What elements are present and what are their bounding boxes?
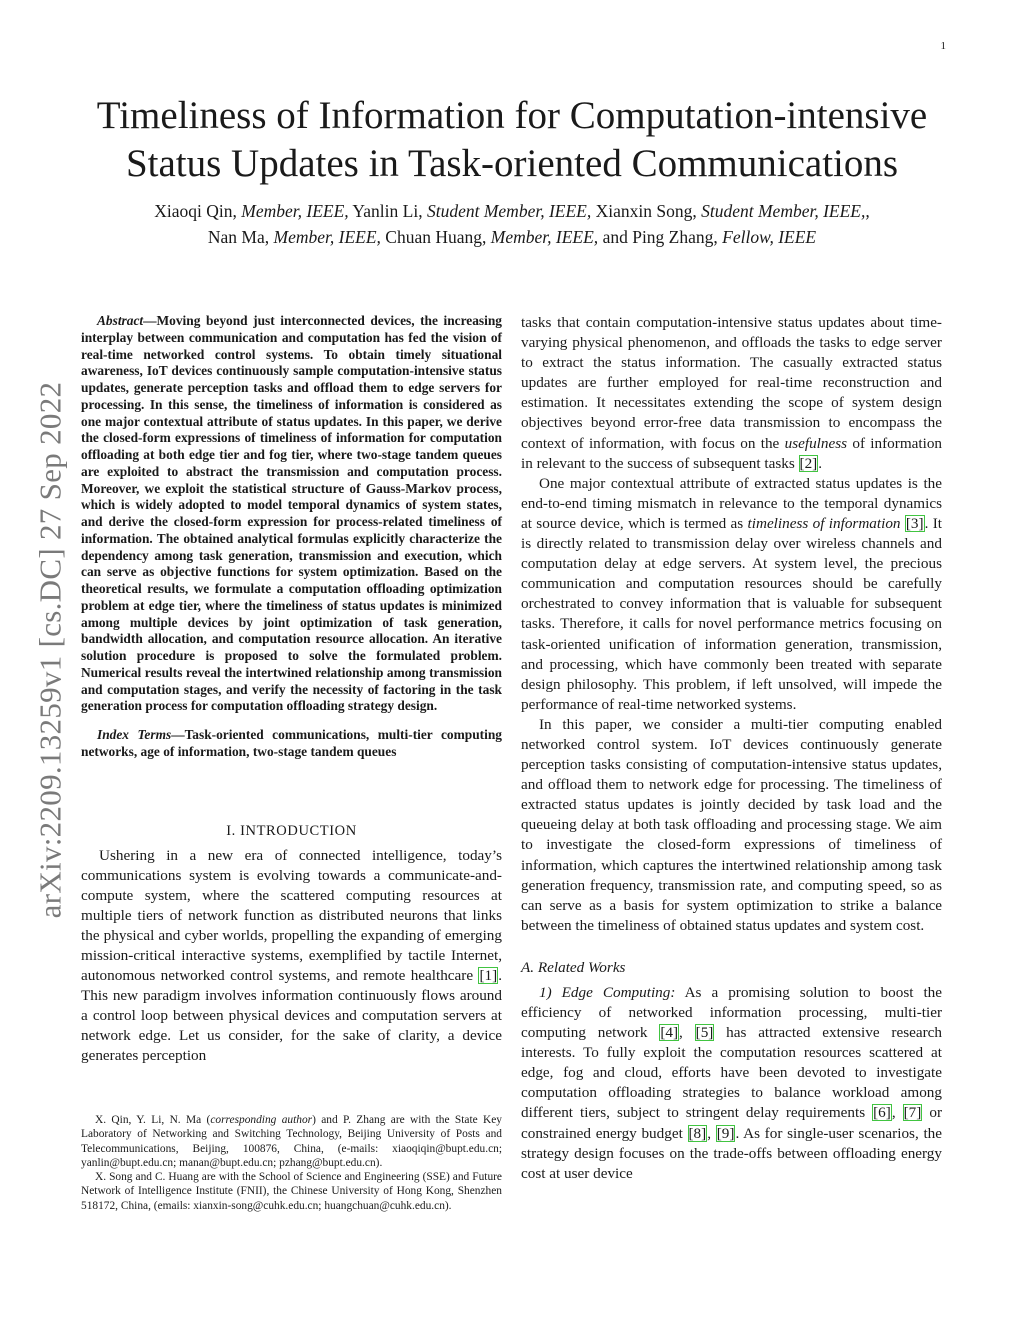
footnote-affiliation-2: X. Song and C. Huang are with the School of Science and Engineering (SSE) and Future Network of Intelligence Institute (FNII), the Chinese University of Hong Kong, Shenzhen 518172, China, (emails: xianxin-song@cuhk.edu.cn; huangchuan@cuhk.edu.cn). bbox=[81, 1171, 502, 1212]
author-role: Fellow, IEEE bbox=[722, 227, 817, 247]
body-text-part: tasks that contain computation-intensive status updates about time-varying physical phenomenon, and offloads the tasks to edge server to extract the status information. The casually extracted status updates are further employed for real-time reconstruction and estimation. It necessitates extending the scope of system design objectives beyond error-free data transmission to encompass the context of information, with focus on the bbox=[521, 314, 942, 452]
intro-text-part: . This new paradigm involves information continuously flows around a control loop between physical devices and computation servers at network edge. Let us consider, for the sake of clarity, a device generates perception bbox=[81, 967, 502, 1065]
body-paragraph bbox=[521, 983, 942, 1184]
citation-link-1[interactable]: [1] bbox=[479, 967, 498, 985]
edge-computing-heading: 1) Edge Computing: bbox=[539, 983, 676, 1001]
author-role: Student Member, IEEE,, bbox=[701, 201, 870, 221]
body-text-part: One major contextual attribute of extracted status updates is the end-to-end timing mismatch in relevance to the temporal dynamics at source device, which is termed as bbox=[521, 474, 942, 532]
citation-link-8[interactable]: [8] bbox=[688, 1124, 707, 1142]
author-name: Xianxin Song, bbox=[595, 201, 697, 221]
abstract-text: —Moving beyond just interconnected devices, the increasing interplay between communication and computation has fed the vision of real-time networked control systems. To obtain timely situational awareness, IoT devices continuously sample computation-intensive status updates, generate perception tasks and offload them to edge servers for processing. In this sense, the timeliness of information is considered as one major contextual attribute of status updates. In this paper, we derive the closed-form expressions of timeliness of information for computation offloading at both edge tier and fog tier, where two-stage tandem queues are exploited to abstract the transmission and computation process. Moreover, we exploit the statistical structure of Gauss-Markov process, which is widely adopted to model temporal dynamics of system states, and derive the closed-form expression for process-related timeliness of information. The obtained analytical formulas explicitly characterize the dependency among task generation, transmission and execution, which can serve as objective functions for system optimization. Based on the theoretical results, we formulate a computation offloading optimization problem at edge tier, where the timeliness of status updates is minimized among multiple devices by joint optimization of task generation, bandwidth allocation, and computation resource allocation. An iterative solution procedure is proposed to solve the formulated problem. Numerical results reveal the intertwined relationship among transmission and computation stages, and verify the necessity of factoring in the task generation process for computation offloading strategy design. bbox=[81, 313, 502, 714]
body-paragraph bbox=[521, 474, 942, 715]
paper-title bbox=[60, 92, 964, 188]
citation-link-4[interactable]: [4] bbox=[660, 1024, 679, 1042]
arxiv-identifier-text: arXiv:2209.13259v1 [cs.DC] 27 Sep 2022 bbox=[32, 381, 68, 919]
footnote-text-part: ) and P. Zhang are with the State Key Laboratory of Networking and Switching Technology, Beijing University of Posts and Telecommunications, Beijing, 100876, China, (e-mails: xiaoqiqin@bupt.edu.cn; yanlin@bupt.edu.cn; manan@bupt.edu.cn; pzhang@bupt.edu.cn). bbox=[81, 1114, 502, 1169]
intro-text-part: Ushering in a new era of connected intelligence, today’s communications system is evolving towards a communicate-and-compute system, where the scattered computing resources at multiple tiers of network function as distributed neurons that links the physical and cyber worlds, propelling the expanding of emerging mission-critical interactive systems, exemplified by tactile Internet, autonomous networked control systems, and remote healthcare bbox=[81, 846, 502, 985]
author-list bbox=[60, 198, 964, 250]
body-italic-text: timeliness of information bbox=[747, 514, 901, 532]
body-text-part: . As for single-user scenarios, the strategy design focuses on the trade-offs between offloading energy cost at user device bbox=[521, 1124, 942, 1182]
citation-link-3[interactable]: [3] bbox=[905, 514, 924, 532]
citation-link-9[interactable]: [9] bbox=[716, 1124, 735, 1142]
author-role: Member, IEEE, bbox=[273, 227, 381, 247]
citation-link-7[interactable]: [7] bbox=[903, 1104, 922, 1122]
author-name: Yanlin Li, bbox=[352, 201, 423, 221]
footnote-text-part: X. Qin, Y. Li, N. Ma ( bbox=[95, 1114, 211, 1126]
footnote-affiliation-1 bbox=[81, 1113, 502, 1170]
introduction-heading: I. INTRODUCTION bbox=[226, 822, 357, 839]
author-name: Xiaoqi Qin, bbox=[154, 201, 237, 221]
left-column bbox=[81, 313, 502, 1067]
author-role: Member, IEEE, bbox=[490, 227, 599, 247]
citation-link-2[interactable]: [2] bbox=[799, 454, 818, 472]
related-works-heading: A. Related Works bbox=[521, 958, 626, 976]
abstract bbox=[81, 313, 502, 715]
body-italic-text: usefulness bbox=[784, 434, 848, 452]
body-paragraph: In this paper, we consider a multi-tier computing enabled networked control system. IoT devices continuously generate perception tasks consisting of computation-intensive status updates, and offload them to network edge for processing. The timeliness of extracted status updates is jointly decided by task load and the queueing delay at both task offloading and processing stage. We aim to investigate the closed-form expressions of timeliness of information, which captures the intertwined relationship among task generation frequency, transmission rate, and computing speed, so as can serve as a basis for system optimization to strike a balance between the timeliness of obtained status updates and system cost. bbox=[521, 715, 942, 934]
body-paragraph bbox=[521, 313, 942, 474]
citation-link-6[interactable]: [6] bbox=[873, 1104, 891, 1122]
body-text-part: has attracted extensive research interests. To fully exploit the computation resources scattered at edge, fog and cloud, efforts have been devoted to investigate computation offloading strategies to balance workload among different tiers, subject to stringent delay requirements bbox=[521, 1024, 942, 1122]
author-role: Member, IEEE, bbox=[241, 201, 349, 221]
abstract-label: Abstract bbox=[97, 313, 144, 328]
right-column bbox=[521, 313, 942, 1184]
intro-paragraph bbox=[81, 846, 502, 1067]
arxiv-identifier-stamp bbox=[30, 350, 70, 950]
body-text-part: . bbox=[818, 454, 823, 472]
body-text-part: , bbox=[891, 1104, 903, 1122]
index-terms bbox=[81, 727, 502, 761]
author-name: Chuan Huang, bbox=[385, 227, 487, 247]
index-terms-label: Index Terms bbox=[97, 727, 172, 742]
body-text-part: . It is directly related to transmission delay over wireless channels and computation delay at edge servers. At system level, the precious communication and computation resources should be carefully orchestrated to convey information that is valuable for subsequent tasks. Therefore, it calls for novel performance metrics focusing on task-oriented unification of information generation, transmission, and processing, which have commonly been treated with separate design philosophy. This problem, if left unsolved, will impede the performance of real-time networked systems. bbox=[521, 514, 943, 713]
author-name: and Ping Zhang, bbox=[602, 227, 718, 247]
body-text-part: , bbox=[707, 1124, 716, 1142]
author-role: Student Member, IEEE, bbox=[426, 201, 592, 221]
body-text-part: or constrained energy budget bbox=[521, 1104, 942, 1142]
index-terms-text: —Task-oriented communications, multi-tier computing networks, age of information, two-stage tandem queues bbox=[81, 727, 502, 759]
body-text-part: As a promising solution to boost the efficiency of networked information processing, multi-tier computing network bbox=[521, 983, 942, 1042]
body-text-part: of information in relevant to the success of subsequent tasks bbox=[521, 434, 943, 472]
title-line-1: Timeliness of Information for Computation-intensive bbox=[96, 94, 928, 137]
body-text-part: , bbox=[679, 1024, 695, 1042]
page-number: 1 bbox=[940, 40, 946, 52]
author-name: Nan Ma, bbox=[207, 227, 270, 247]
footnote-italic-text: corresponding author bbox=[210, 1114, 313, 1126]
footnotes bbox=[81, 1113, 502, 1213]
title-line-2: Status Updates in Task-oriented Communications bbox=[125, 142, 899, 185]
citation-link-5[interactable]: [5] bbox=[695, 1024, 714, 1042]
